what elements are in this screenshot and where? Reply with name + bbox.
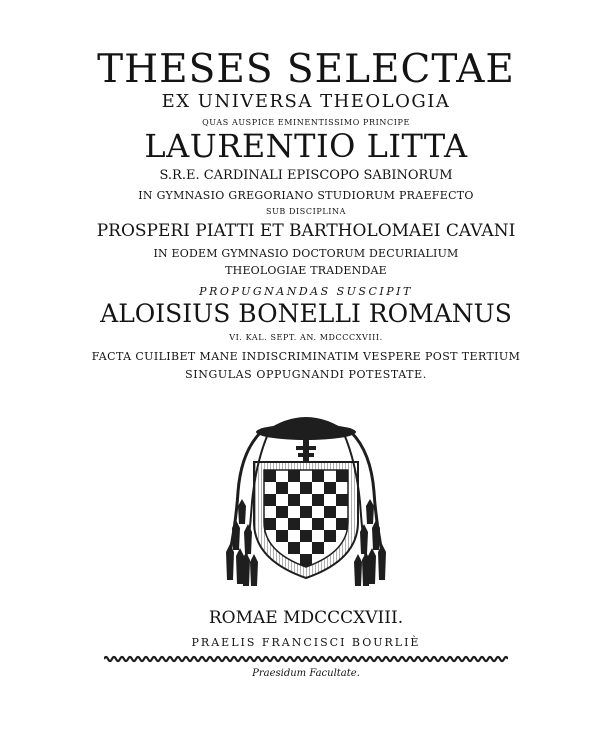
imprint-place-year: ROMAE MDCCCXVIII.: [208, 608, 404, 628]
imprint-printer: PRAELIS FRANCISCI BOURLIÈ: [191, 636, 421, 649]
cardinal-coat-of-arms-icon: [216, 402, 396, 592]
discipline-intro: SUB DISCIPLINA: [265, 207, 346, 216]
thesis-title: THESES SELECTAE: [97, 47, 515, 92]
wavy-rule-divider: [104, 654, 508, 664]
defender-name: ALOISIUS BONELLI ROMANUS: [100, 299, 512, 328]
teachers-role-line-1: IN EODEM GYMNASIO DOCTORUM DECURIALIUM: [153, 247, 459, 260]
teachers-role-line-2: THEOLOGIAE TRADENDAE: [225, 264, 387, 277]
defense-date: VI. KAL. SEPT. AN. MDCCCXVIII.: [229, 333, 383, 342]
defense-note-line-1: FACTA CUILIBET MANE INDISCRIMINATIM VESPERE POST TERTIUM: [91, 350, 521, 363]
auspice-line: QUAS AUSPICE EMINENTISSIMO PRINCIPE: [202, 118, 410, 127]
imprint-permission: Praesidum Facultate.: [252, 668, 360, 679]
thesis-subtitle: EX UNIVERSA THEOLOGIA: [161, 91, 451, 112]
patron-name: LAURENTIO LITTA: [144, 127, 468, 165]
defense-note-line-2: SINGULAS OPPUGNANDI POTESTATE.: [185, 368, 427, 381]
patron-office: IN GYMNASIO GREGORIANO STUDIORUM PRAEFECTO: [138, 189, 474, 202]
teachers-names: PROSPERI PIATTI ET BARTHOLOMAEI CAVANI: [96, 221, 516, 241]
patron-title: S.R.E. CARDINALI EPISCOPO SABINORUM: [159, 168, 453, 183]
defense-intro: PROPUGNANDAS SUSCIPIT: [199, 285, 413, 298]
